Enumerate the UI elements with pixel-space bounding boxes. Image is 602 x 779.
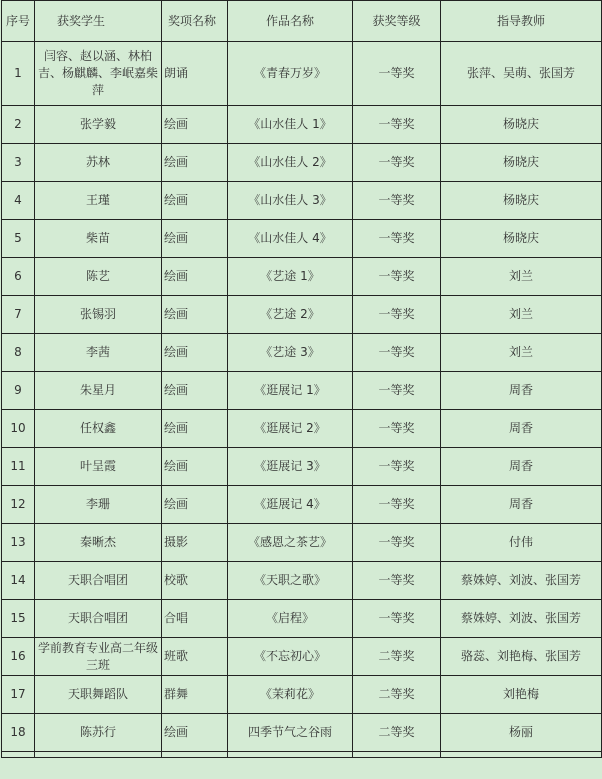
cell-student: 王瑾 [35,182,162,220]
cell-work: 《青春万岁》 [228,42,353,106]
table-row-partial [2,752,602,758]
cell-teacher: 周香 [441,372,602,410]
cell-award-name: 绘画 [162,714,228,752]
cell-level: 一等奖 [353,448,441,486]
table-row [2,144,602,182]
cell-level: 一等奖 [353,486,441,524]
cell-award-name: 绘画 [162,106,228,144]
cell-level: 一等奖 [353,372,441,410]
cell-seq: 8 [2,334,35,372]
cell-award-name: 朗诵 [162,42,228,106]
cell-seq: 3 [2,144,35,182]
cell-work: 《逛展记 4》 [228,486,353,524]
cell-student: 柴苗 [35,220,162,258]
cell-student: 任权鑫 [35,410,162,448]
cell-work: 《山水佳人 3》 [228,182,353,220]
cell-work: 四季节气之谷雨 [228,714,353,752]
cell-seq: 12 [2,486,35,524]
cell-work: 《艺途 1》 [228,258,353,296]
cell-student: 天职合唱团 [35,562,162,600]
table-row [2,296,602,334]
cell-work: 《艺途 3》 [228,334,353,372]
header-teacher: 指导教师 [441,1,602,42]
cell-work: 《山水佳人 4》 [228,220,353,258]
cell-teacher: 付伟 [441,524,602,562]
table-row [2,524,602,562]
cell-seq: 9 [2,372,35,410]
cell-level: 一等奖 [353,524,441,562]
cell-award-name: 绘画 [162,372,228,410]
cell-student: 天职合唱团 [35,600,162,638]
table-row [2,714,602,752]
cell-teacher: 张萍、吴萌、张国芳 [441,42,602,106]
cell-level: 一等奖 [353,42,441,106]
cell-level: 一等奖 [353,144,441,182]
table-row [2,638,602,676]
cell-seq: 15 [2,600,35,638]
cell-seq: 10 [2,410,35,448]
cell-student: 李珊 [35,486,162,524]
cell-teacher: 周香 [441,448,602,486]
cell-teacher: 刘兰 [441,258,602,296]
cell-student: 陈苏行 [35,714,162,752]
cell-level: 一等奖 [353,600,441,638]
cell-teacher: 蔡姝婷、刘波、张国芳 [441,562,602,600]
cell-work: 《感恩之茶艺》 [228,524,353,562]
cell-work: 《逛展记 1》 [228,372,353,410]
cell-teacher: 刘兰 [441,296,602,334]
cell-work: 《不忘初心》 [228,638,353,676]
cell-seq: 18 [2,714,35,752]
cell-seq: 2 [2,106,35,144]
header-row [2,1,602,42]
cell-level: 二等奖 [353,676,441,714]
cell-seq: 4 [2,182,35,220]
cell-award-name: 合唱 [162,600,228,638]
cell-student: 秦晰杰 [35,524,162,562]
cell-teacher: 杨晓庆 [441,144,602,182]
table-body [2,42,602,758]
cell-seq: 17 [2,676,35,714]
header-work: 作品名称 [228,1,353,42]
cell-teacher: 刘艳梅 [441,676,602,714]
header-award-name: 奖项名称 [162,1,228,42]
cell-award-name: 群舞 [162,676,228,714]
cell-level: 一等奖 [353,562,441,600]
cell-student: 李茜 [35,334,162,372]
cell-teacher: 杨晓庆 [441,220,602,258]
cell-student: 叶呈霞 [35,448,162,486]
cell-seq: 7 [2,296,35,334]
cell-teacher: 周香 [441,486,602,524]
cell-seq: 11 [2,448,35,486]
cell-level: 一等奖 [353,258,441,296]
cell-teacher: 杨丽 [441,714,602,752]
table-row [2,258,602,296]
header-seq: 序号 [2,1,35,42]
cell-award-name: 绘画 [162,334,228,372]
cell-work: 《山水佳人 2》 [228,144,353,182]
cell-work: 《天职之歌》 [228,562,353,600]
table-row [2,42,602,106]
table-row [2,220,602,258]
cell-award-name: 绘画 [162,486,228,524]
cell-work: 《启程》 [228,600,353,638]
table-row [2,562,602,600]
cell-level: 一等奖 [353,296,441,334]
cell-award-name: 绘画 [162,296,228,334]
cell-level: 一等奖 [353,334,441,372]
cell-seq: 16 [2,638,35,676]
table-row [2,334,602,372]
cell-student: 陈艺 [35,258,162,296]
cell-work: 《艺途 2》 [228,296,353,334]
cell-student: 天职舞蹈队 [35,676,162,714]
cell-level: 一等奖 [353,220,441,258]
table-row [2,372,602,410]
cell-student: 闫容、赵以涵、林柏吉、杨麒麟、李岷嘉柴萍 [35,42,162,106]
cell-teacher: 杨晓庆 [441,106,602,144]
cell-work: 《山水佳人 1》 [228,106,353,144]
cell-work: 《逛展记 2》 [228,410,353,448]
cell-level: 一等奖 [353,182,441,220]
cell-teacher: 杨晓庆 [441,182,602,220]
cell-award-name: 绘画 [162,220,228,258]
cell-student: 张锡羽 [35,296,162,334]
table-row [2,182,602,220]
table-row [2,410,602,448]
cell-teacher: 蔡姝婷、刘波、张国芳 [441,600,602,638]
cell-seq: 1 [2,42,35,106]
cell-award-name: 摄影 [162,524,228,562]
cell-student: 苏林 [35,144,162,182]
cell-student: 张学毅 [35,106,162,144]
table-row [2,486,602,524]
cell-seq: 13 [2,524,35,562]
table-row [2,106,602,144]
cell-teacher: 周香 [441,410,602,448]
table-row [2,600,602,638]
cell-award-name: 绘画 [162,182,228,220]
table-row [2,676,602,714]
table-row [2,448,602,486]
cell-seq: 5 [2,220,35,258]
cell-award-name: 校歌 [162,562,228,600]
cell-level: 二等奖 [353,638,441,676]
cell-award-name: 绘画 [162,144,228,182]
cell-student: 朱星月 [35,372,162,410]
cell-work: 《逛展记 3》 [228,448,353,486]
cell-level: 一等奖 [353,106,441,144]
cell-level: 二等奖 [353,714,441,752]
cell-seq: 14 [2,562,35,600]
awards-table [1,0,602,758]
cell-award-name: 绘画 [162,448,228,486]
cell-award-name: 绘画 [162,258,228,296]
cell-award-name: 班歌 [162,638,228,676]
cell-student: 学前教育专业高二年级三班 [35,638,162,676]
cell-award-name: 绘画 [162,410,228,448]
header-student: 获奖学生 [35,1,162,42]
cell-level: 一等奖 [353,410,441,448]
header-level: 获奖等级 [353,1,441,42]
cell-teacher: 骆蕊、刘艳梅、张国芳 [441,638,602,676]
cell-work: 《茉莉花》 [228,676,353,714]
cell-teacher: 刘兰 [441,334,602,372]
cell-seq: 6 [2,258,35,296]
